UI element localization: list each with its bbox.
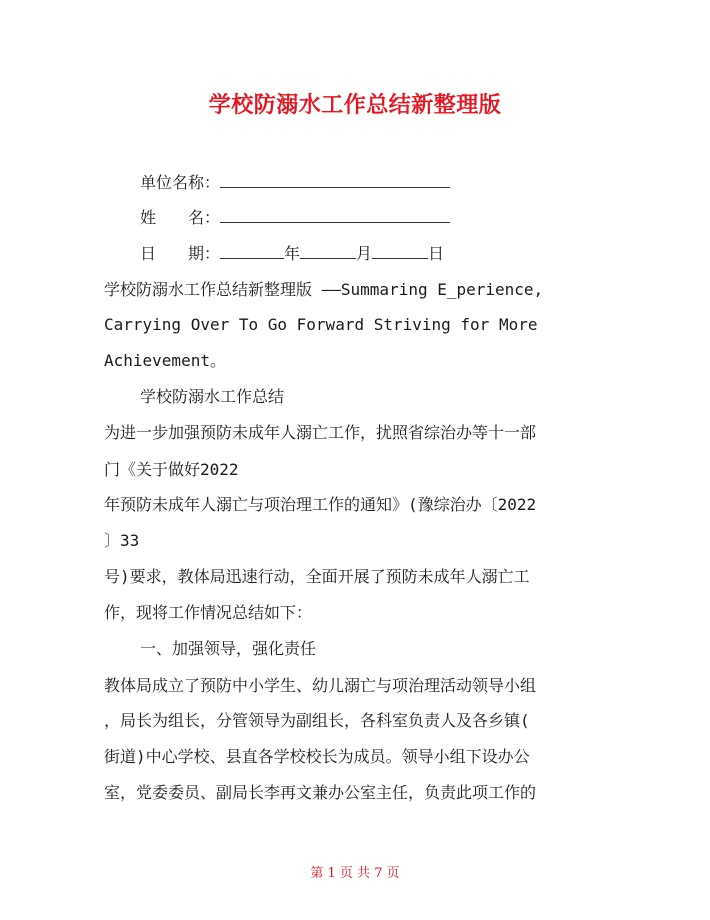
- unit-name-label: 单位名称：: [140, 173, 221, 192]
- person-name-field: [140, 206, 450, 229]
- body-line: 室，党委委员、副局长李再文兼办公室主任，负责此项工作的: [104, 783, 537, 802]
- body-line: 年预防未成年人溺亡与项治理工作的通知》(豫综治办〔2022: [104, 495, 537, 514]
- unit-name-blank: [220, 171, 450, 188]
- date-day-blank: [372, 242, 428, 259]
- document-title: 学校防溺水工作总结新整理版: [208, 93, 502, 118]
- date-field: [140, 242, 444, 265]
- body-line: 教体局成立了预防中小学生、幼儿溺亡与项治理活动领导小组: [104, 676, 537, 695]
- date-label: 日 期：: [140, 244, 221, 263]
- date-day-label: 日: [428, 244, 445, 263]
- date-month-label: 月: [356, 244, 373, 263]
- body-line: 街道)中心学校、县直各学校校长为成员。领导小组下设办公: [104, 747, 530, 766]
- person-name-label: 姓 名：: [140, 208, 221, 227]
- date-year-label: 年: [284, 244, 301, 263]
- date-month-blank: [300, 242, 356, 259]
- section-heading: 一、加强领导，强化责任: [140, 639, 317, 658]
- body-line: 学校防溺水工作总结新整理版 ——Summaring E_perience,: [104, 280, 544, 299]
- body-line: ，局长为组长，分管领导为副组长，各科室负责人及各乡镇(: [104, 711, 530, 730]
- body-line: 号)要求，教体局迅速行动，全面开展了预防未成年人溺亡工: [104, 567, 530, 586]
- body-line: 为进一步加强预防未成年人溺亡工作，扰照省综治办等十一部: [104, 423, 537, 442]
- unit-name-field: [140, 171, 450, 194]
- person-name-blank: [220, 206, 450, 223]
- date-year-blank: [220, 242, 284, 259]
- body-line: 作，现将工作情况总结如下：: [104, 603, 313, 622]
- body-line: Achievement。: [104, 351, 226, 370]
- body-line: Carrying Over To Go Forward Striving for More: [104, 315, 538, 334]
- body-line: 门《关于做好2022: [104, 460, 239, 479]
- page-footer: 第 1 页 共 7 页: [310, 866, 400, 881]
- section-heading: 学校防溺水工作总结: [140, 387, 285, 406]
- body-line: 〕33: [104, 531, 140, 550]
